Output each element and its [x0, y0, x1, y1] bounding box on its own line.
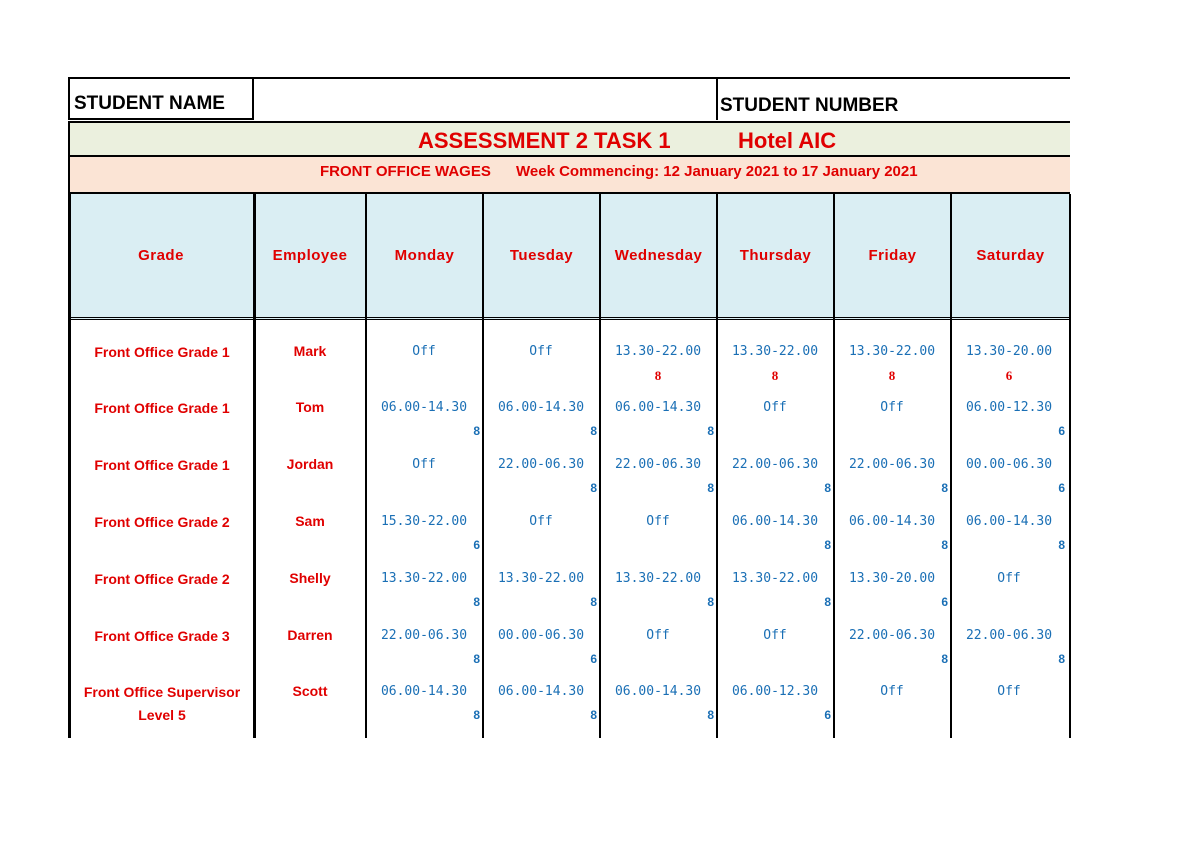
shift-time: 06.00-14.30 [848, 514, 936, 529]
shift-hours: 6 [1005, 368, 1013, 383]
shift-time: 13.30-22.00 [497, 571, 585, 586]
column-header-thursday: Thursday [717, 194, 834, 320]
shift-hours: 8 [824, 595, 831, 609]
column-header-grade: Grade [68, 194, 254, 320]
shift-hours: 8 [707, 424, 714, 438]
hotel-name: Hotel AIC [738, 128, 837, 153]
shift-hours: 8 [941, 481, 948, 495]
grade-cell: Front Office Grade 1 [94, 457, 230, 473]
shift-hours: 8 [771, 368, 779, 383]
column-header-wednesday: Wednesday [600, 194, 717, 320]
shift-hours: 8 [590, 595, 597, 609]
employee-cell: Scott [292, 683, 328, 699]
shift-time: 13.30-22.00 [614, 571, 702, 586]
subtitle-band [68, 157, 1070, 194]
shift-time: 06.00-14.30 [497, 684, 585, 699]
week-commencing: Week Commencing: 12 January 2021 to 17 January 2021 [516, 163, 918, 180]
shift-time: Off [646, 628, 670, 643]
shift-time: 22.00-06.30 [497, 457, 585, 472]
column-header-friday: Friday [834, 194, 951, 320]
shift-time: Off [412, 344, 436, 359]
column-header-employee: Employee [254, 194, 366, 320]
shift-hours: 8 [473, 424, 480, 438]
shift-time: 06.00-12.30 [965, 400, 1053, 415]
student-name-field[interactable] [254, 77, 718, 120]
shift-hours: 6 [941, 595, 948, 609]
shift-time: Off [529, 514, 553, 529]
shift-time: 06.00-14.30 [380, 400, 468, 415]
shift-time: 06.00-14.30 [731, 514, 819, 529]
shift-hours: 8 [473, 708, 480, 722]
grade-cell: Front Office Grade 2 [94, 571, 230, 587]
shift-time: Off [880, 400, 904, 415]
column-header-tuesday: Tuesday [483, 194, 600, 320]
student-number-label: STUDENT NUMBER [720, 95, 899, 116]
student-name-label: STUDENT NAME [74, 93, 225, 114]
employee-cell: Mark [293, 343, 327, 359]
shift-time: Off [763, 400, 787, 415]
shift-time: 13.30-22.00 [614, 344, 702, 359]
student-row [68, 77, 1070, 122]
shift-hours: 8 [654, 368, 662, 383]
shift-hours: 8 [590, 481, 597, 495]
shift-time: Off [646, 514, 670, 529]
shift-time: Off [412, 457, 436, 472]
shift-hours: 6 [1058, 424, 1065, 438]
shift-hours: 8 [473, 652, 480, 666]
shift-time: 06.00-14.30 [614, 684, 702, 699]
shift-time: 22.00-06.30 [380, 628, 468, 643]
shift-hours: 8 [473, 595, 480, 609]
assessment-title: ASSESSMENT 2 TASK 1 [418, 128, 671, 153]
title-band [68, 121, 1070, 157]
student-name-label-cell [68, 77, 254, 120]
column-header-row [68, 194, 1070, 322]
shift-hours: 8 [590, 708, 597, 722]
shift-time: Off [880, 684, 904, 699]
shift-time: 13.30-20.00 [965, 344, 1053, 359]
shift-hours: 8 [824, 481, 831, 495]
shift-time: 22.00-06.30 [848, 457, 936, 472]
shift-hours: 8 [824, 538, 831, 552]
column-divider [1069, 194, 1071, 738]
shift-hours: 6 [1058, 481, 1065, 495]
employee-cell: Jordan [286, 456, 334, 472]
shift-time: 13.30-20.00 [848, 571, 936, 586]
shift-time: Off [997, 571, 1021, 586]
shift-time: 13.30-22.00 [731, 344, 819, 359]
employee-cell: Tom [295, 399, 325, 415]
column-header-monday: Monday [366, 194, 483, 320]
employee-cell: Shelly [289, 570, 331, 586]
shift-hours: 8 [1058, 538, 1065, 552]
student-number-label-cell [716, 77, 1070, 120]
shift-time: 22.00-06.30 [848, 628, 936, 643]
shift-time: 06.00-14.30 [497, 400, 585, 415]
shift-time: 06.00-12.30 [731, 684, 819, 699]
shift-hours: 6 [473, 538, 480, 552]
shift-time: Off [529, 344, 553, 359]
shift-time: 06.00-14.30 [614, 400, 702, 415]
shift-hours: 6 [590, 652, 597, 666]
grade-cell: Front Office Grade 2 [94, 514, 230, 530]
shift-hours: 8 [707, 595, 714, 609]
student-name-value [254, 117, 258, 120]
shift-time: 15.30-22.00 [380, 514, 468, 529]
shift-time: 22.00-06.30 [731, 457, 819, 472]
grade-cell: Front Office Grade 3 [94, 628, 230, 644]
shift-hours: 8 [590, 424, 597, 438]
shift-time: Off [997, 684, 1021, 699]
shift-hours: 8 [888, 368, 896, 383]
shift-hours: 8 [707, 708, 714, 722]
shift-time: 06.00-14.30 [965, 514, 1053, 529]
grade-cell: Front Office Grade 1 [94, 344, 230, 360]
shift-time: 22.00-06.30 [965, 628, 1053, 643]
shift-time: 13.30-22.00 [380, 571, 468, 586]
shift-time: 00.00-06.30 [965, 457, 1053, 472]
shift-hours: 8 [707, 481, 714, 495]
shift-time: 22.00-06.30 [614, 457, 702, 472]
employee-cell: Sam [295, 513, 325, 529]
shift-hours: 6 [824, 708, 831, 722]
shift-hours: 8 [941, 652, 948, 666]
column-header-saturday: Saturday [951, 194, 1070, 320]
section-title: FRONT OFFICE WAGES [320, 163, 491, 180]
grade-cell: Front Office Grade 1 [94, 400, 230, 416]
shift-hours: 8 [1058, 652, 1065, 666]
shift-time: Off [763, 628, 787, 643]
shift-time: 06.00-14.30 [380, 684, 468, 699]
shift-time: 13.30-22.00 [848, 344, 936, 359]
shift-time: 13.30-22.00 [731, 571, 819, 586]
shift-hours: 8 [941, 538, 948, 552]
employee-cell: Darren [287, 627, 333, 643]
shift-time: 00.00-06.30 [497, 628, 585, 643]
grade-cell: Front Office Supervisor Level 5 [83, 684, 241, 723]
